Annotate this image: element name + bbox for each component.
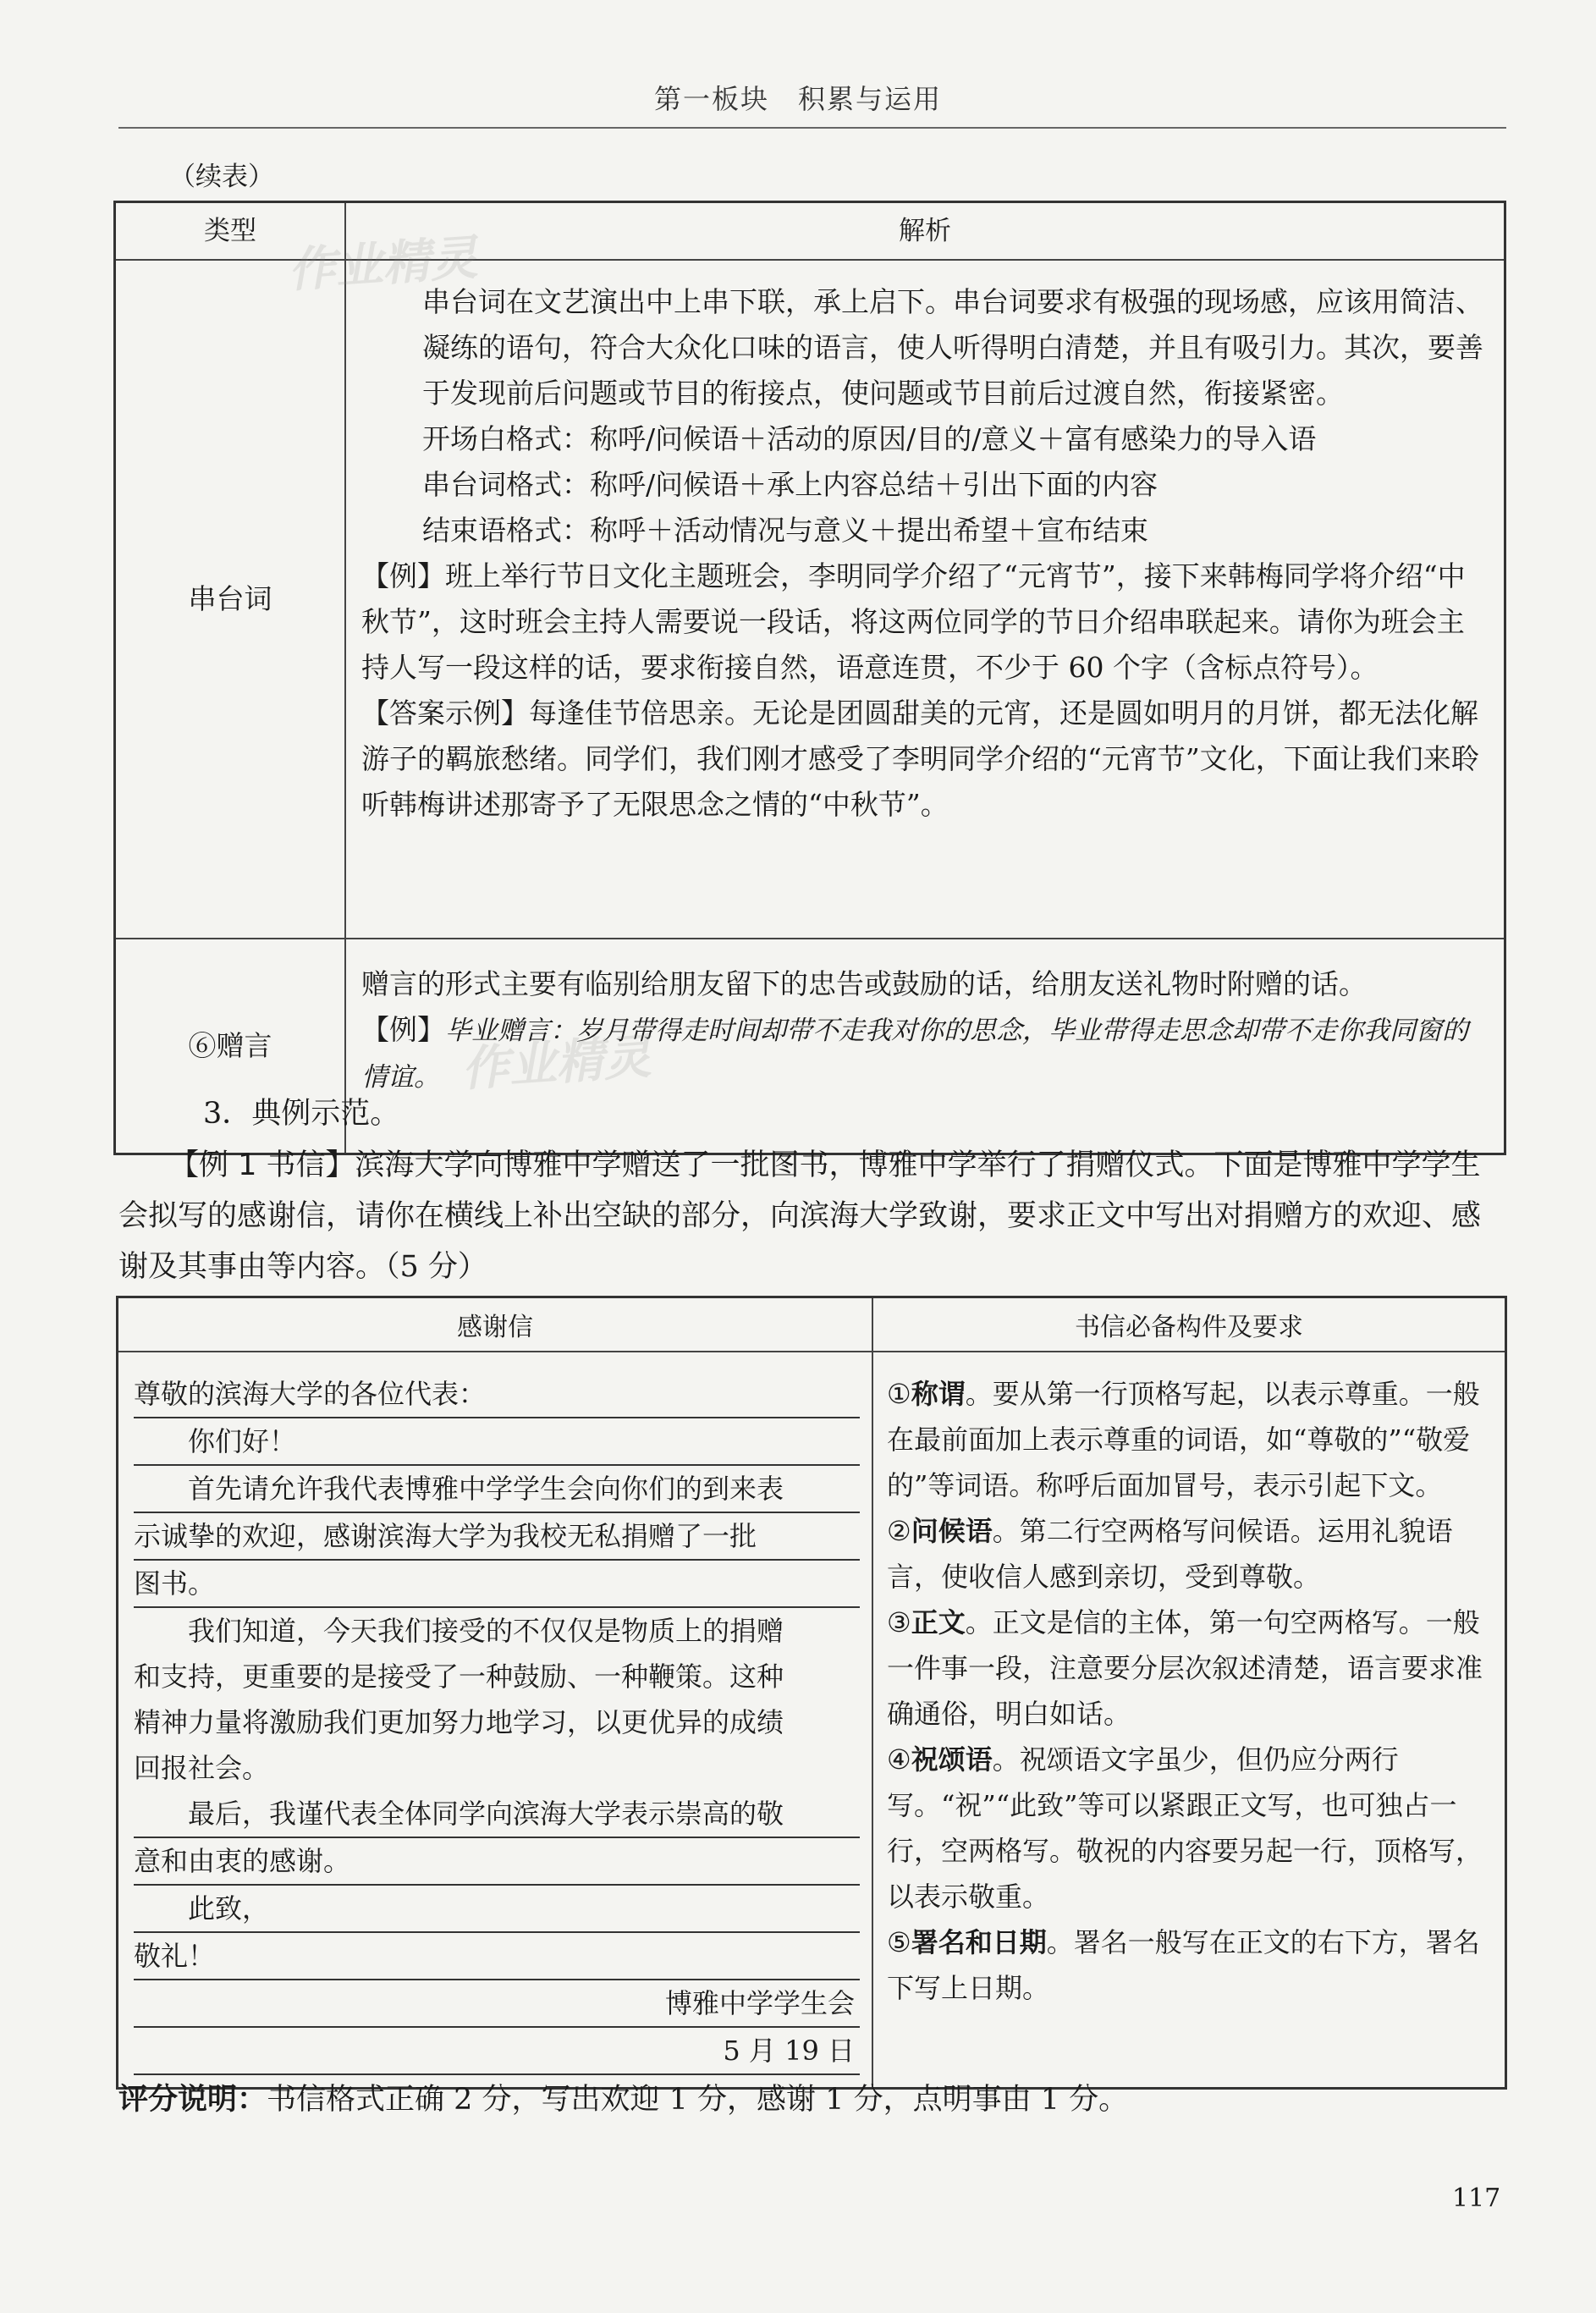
answer-example: 【答案示例】每逢佳节倍思亲。无论是团圆甜美的元宵，还是圆如明月的月饼，都无法化解游子的羁旅愁绪。同学们，我们刚才感受了李明同学介绍的“元宵节”文化，下面让我们来聆听韩梅讲述那寄予了无限思念之情的“中秋节”。 [361,697,1479,821]
requirement-number: ③ [887,1606,911,1638]
requirement-number: ④ [887,1743,911,1776]
example-tag: 【例】 [361,1013,445,1046]
letter-line: 你们好！ [134,1418,860,1466]
requirement-title: 问候语 [911,1515,993,1547]
letter-line: 此致， [134,1886,860,1933]
header-rule [118,127,1506,129]
col-letter-header: 感谢信 [118,1297,873,1352]
col-type-header: 类型 [115,202,346,261]
letter-line: 和支持，更重要的是接受了一种鼓励、一种鞭策。这种 [134,1660,784,1693]
requirement-text: 。要从第一行顶格写起，以表示尊重。一般在最前面加上表示尊重的词语，如“尊敬的”“敬爱的”等词语。称呼后面加冒号，表示引起下文。 [887,1378,1480,1501]
col-req-header: 书信必备构件及要求 [872,1297,1506,1352]
scoring-note [118,2076,1128,2118]
letter-line: 最后，我谨代表全体同学向滨海大学表示崇高的敬 [134,1791,860,1838]
requirement-title: 正文 [911,1606,966,1638]
type-analysis-table [113,201,1506,1155]
letter-line: 我们知道，今天我们接受的不仅仅是物质上的捐赠 [188,1615,784,1647]
section-heading: 3．典例示范。 [203,1097,400,1131]
continued-label: （续表） [169,162,274,192]
letter-line: 示诚挚的欢迎，感谢滨海大学为我校无私捐赠了一批 [134,1513,860,1561]
row-type-label: ⑥赠言 [115,939,346,1154]
table-row [118,1352,1506,2089]
example-prompt [118,1140,1503,1292]
example-prompt-tag: 【例 1 书信】 [169,1148,355,1182]
format-line: 开场白格式：称呼/问候语＋活动的原因/目的/意义＋富有感染力的导入语 [422,422,1317,455]
requirement-number: ① [887,1378,911,1410]
requirement-title: 祝颂语 [911,1743,993,1776]
requirement-item [887,1737,1491,1919]
letter-line: 首先请允许我代表博雅中学学生会向你们的到来表 [134,1466,860,1513]
scoring-text: 书信格式正确 2 分，写出欢迎 1 分，感谢 1 分，点明事由 1 分。 [267,2083,1129,2117]
watermark: 作业精灵 [286,230,480,299]
format-line: 结束语格式：称呼＋活动情况与意义＋提出希望＋宣布结束 [422,514,1148,547]
letter-table [116,1296,1507,2090]
analysis-intro: 串台词在文艺演出中上串下联，承上启下。串台词要求有极强的现场感，应该用简洁、凝练的语句，符合大众化口味的语言，使人听得明白清楚，并且有吸引力。其次，要善于发现前后问题或节目的衔接点，使问题或节目前后过渡自然，衔接紧密。 [422,285,1483,410]
thank-you-letter [118,1352,873,2089]
watermark: 作业精灵 [460,1029,653,1098]
requirement-text: 。署名一般写在正文的右下方，署名下写上日期。 [887,1926,1480,2004]
requirement-number: ⑤ [887,1926,911,1958]
letter-line: 敬礼！ [134,1933,860,1980]
requirement-text: 。第二行空两格写问候语。运用礼貌语言，使收信人感到亲切，受到尊敬。 [887,1515,1453,1593]
letter-line: 博雅中学学生会 [134,1980,860,2028]
letter-line: 精神力量将激励我们更加努力地学习，以更优异的成绩 [134,1706,784,1738]
requirement-text: 。祝颂语文字虽少，但仍应分两行写。“祝”“此致”等可以紧跟正文写，也可独占一行，空两格写。敬祝的内容要另起一行，顶格写，以表示敬重。 [887,1743,1483,1913]
analysis-intro: 赠言的形式主要有临别给朋友留下的忠告或鼓励的话，给朋友送礼物时附赠的话。 [361,967,1367,1000]
table-row [115,260,1505,939]
letter-requirements [872,1352,1506,2089]
requirement-item [887,1508,1491,1600]
requirement-item [887,1600,1491,1737]
table-header-row [118,1297,1506,1352]
requirement-title: 称谓 [911,1378,966,1410]
letter-line: 回报社会。 [134,1752,270,1784]
requirement-number: ② [887,1515,911,1547]
letter-line: 意和由衷的感谢。 [134,1838,860,1886]
example-body: 毕业赠言：岁月带得走时间却带不走我对你的思念，毕业带得走思念却带不走你我同窗的情谊。 [361,1016,1468,1093]
requirement-item [887,1919,1491,2011]
letter-line: 5 月 19 日 [134,2028,860,2075]
letter-line: 图书。 [134,1561,860,1608]
scoring-label: 评分说明： [118,2083,267,2117]
letter-line: 尊敬的滨海大学的各位代表： [134,1371,860,1418]
col-analysis-header: 解析 [345,202,1505,261]
requirement-text: 。正文是信的主体，第一句空两格写。一般一件事一段，注意要分层次叙述清楚，语言要求准确通俗，明白如话。 [887,1606,1483,1730]
requirement-title: 署名和日期 [911,1926,1047,1958]
page-number: 117 [1452,2184,1501,2213]
page-header: 第一板块 积累与运用 [653,83,942,115]
example-prompt-text: 滨海大学向博雅中学赠送了一批图书，博雅中学举行了捐赠仪式。下面是博雅中学学生会拟写的感谢信，请你在横线上补出空缺的部分，向滨海大学致谢，要求正文中写出对捐赠方的欢迎、感谢及其事由等内容。（5 分） [118,1148,1482,1284]
requirement-item [887,1371,1491,1508]
example-text: 【例】班上举行节日文化主题班会，李明同学介绍了“元宵节”，接下来韩梅同学将介绍“中秋节”，这时班会主持人需要说一段话，将这两位同学的节日介绍串联起来。请你为班会主持人写一段这样的话，要求衔接自然，语意连贯，不少于 60 个字（含标点符号）。 [361,559,1466,684]
format-line: 串台词格式：称呼/问候语＋承上内容总结＋引出下面的内容 [422,468,1158,501]
row-type-label: 串台词 [115,260,346,939]
row-analysis [345,260,1505,939]
